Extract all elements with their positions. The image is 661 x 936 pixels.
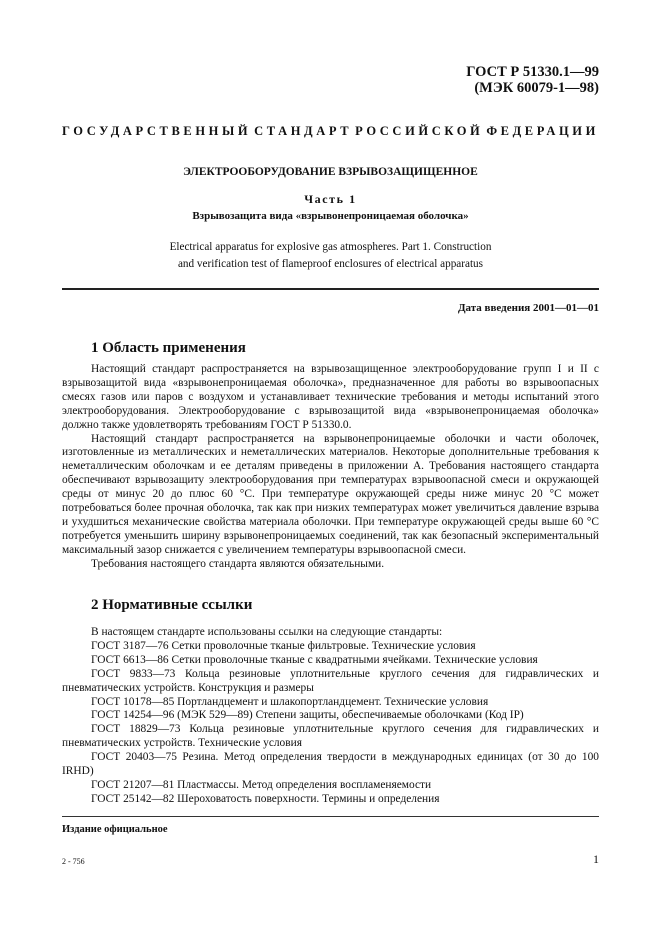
- reference-item: ГОСТ 21207—81 Пластмассы. Метод определения воспламеняемости: [91, 778, 432, 791]
- paragraph: Настоящий стандарт распространяется на взрывозащищенное электрооборудование групп I и II с взрывозащитой вида «взрывонепроницаемая оболочка», предназначенное для работы во взрывоопасных смесях газов или паров с воздухом и устанавливает технические требования и методы испытаний этого электрооборудования. Электрооборудование с взрывозащитой вида «взрывонепроницаемая оболочка» должно также удовлетворять требованиям ГОСТ Р 51330.0.: [62, 363, 599, 431]
- reference-item: ГОСТ 3187—76 Сетки проволочные тканые фильтровые. Технические условия: [91, 639, 476, 652]
- standard-code: [466, 64, 599, 96]
- page-number: 1: [593, 852, 599, 866]
- introduction-date: Дата введения 2001—01—01: [457, 302, 599, 314]
- english-title-line: Electrical apparatus for explosive gas atmospheres. Part 1. Construction: [169, 241, 492, 253]
- section-1-body: [62, 363, 599, 572]
- paragraph: Настоящий стандарт распространяется на взрывонепроницаемые оболочки и части оболочек, изготовленные из металлических и неметаллических материалов. Некоторые дополнительные требования к неметаллическим оболочкам и ее деталям приведены в приложении А. Требования настоящего стандарта обеспечивают взрывозащиту электрооборудования при температурах взрывоопасной смеси и окружающей среды от минус 20 до плюс 60 °С. При температуре окружающей среды ниже минус 20 °С может потребоваться более прочная оболочка, так как при низких температурах может увеличиться давление взрыва и ухудшиться механические свойства материала оболочки. При температуре окружающей среды выше 60 °С потребуется уменьшить ширину взрывонепроницаемых соединений, так как безопасный экспериментальный максимальный зазор снижается с увеличением температуры взрывоопасной смеси.: [62, 432, 599, 556]
- references-intro: В настоящем стандарте использованы ссылки на следующие стандарты:: [91, 626, 443, 638]
- english-title-line: and verification test of flameproof enclosures of electrical apparatus: [177, 257, 484, 270]
- reference-item: ГОСТ 20403—75 Резина. Метод определения твердости в международных единицах (от 30 до 100 IRHD): [62, 751, 599, 778]
- gost-code: ГОСТ Р 51330.1—99: [466, 64, 599, 80]
- official-edition-label: Издание официальное: [62, 824, 168, 835]
- title-divider: [62, 288, 599, 290]
- print-code: 2 - 756: [62, 857, 85, 866]
- banner-word: ГОСУДАРСТВЕННЫЙ: [62, 124, 252, 138]
- banner-word: РОССИЙСКОЙ: [355, 124, 484, 138]
- footer-divider: [62, 816, 599, 817]
- section-1-heading: 1 Область применения: [91, 340, 246, 356]
- document-subtitle: Взрывозащита вида «взрывонепроницаемая оболочка»: [192, 210, 469, 222]
- reference-item: ГОСТ 9833—73 Кольца резиновые уплотнительные круглого сечения для гидравлических и пневматических устройств. Конструкция и размеры: [62, 667, 599, 694]
- banner-word: СТАНДАРТ: [254, 124, 353, 138]
- paragraph: Требования настоящего стандарта являются обязательными.: [91, 557, 385, 570]
- reference-item: ГОСТ 18829—73 Кольца резиновые уплотнительные круглого сечения для гидравлических и пневматических устройств. Технические условия: [62, 723, 599, 750]
- english-title: [62, 239, 599, 272]
- document-title: ЭЛЕКТРООБОРУДОВАНИЕ ВЗРЫВОЗАЩИЩЕННОЕ: [183, 166, 478, 178]
- section-2-heading: 2 Нормативные ссылки: [91, 597, 253, 613]
- reference-item: ГОСТ 6613—86 Сетки проволочные тканые с квадратными ячейками. Технические условия: [91, 653, 538, 666]
- banner-word: ФЕДЕРАЦИИ: [486, 124, 599, 138]
- reference-item: ГОСТ 14254—96 (МЭК 529—89) Степени защиты, обеспечиваемые оболочками (Код IP): [91, 709, 524, 722]
- section-2-body: [62, 626, 599, 807]
- state-standard-banner: [62, 124, 599, 139]
- reference-item: ГОСТ 25142—82 Шероховатость поверхности. Термины и определения: [91, 792, 440, 805]
- reference-item: ГОСТ 10178—85 Портландцемент и шлакопортландцемент. Технические условия: [91, 695, 489, 708]
- iec-code: (МЭК 60079-1—98): [474, 80, 599, 96]
- part-label: Часть 1: [304, 192, 357, 206]
